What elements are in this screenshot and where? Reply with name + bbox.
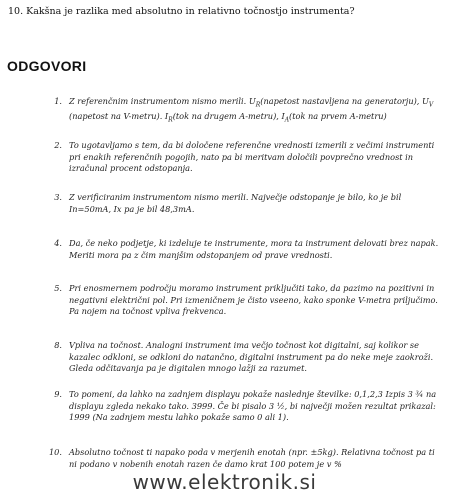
- answer-number: 3.: [54, 192, 62, 202]
- answer-text: To ugotavljamo s tem, da bi določene referenčne vrednosti izmerili z večimi instrumenti pri enakih referenčnih pogojih, nato pa bi meritvam določili povprečno vrednost in izračunal procent odstopanja.: [69, 140, 435, 173]
- answer-number: 10.: [48, 447, 62, 457]
- answer-text: Pri enosmernem področju moramo instrument priključiti tako, da pazimo na pozitivni in negativni električni pol. Pri izmeničnem je čisto vseeno, kako sponke V-metra priljučimo. Pa nojem na točnost vpliva frekvenca.: [69, 283, 438, 316]
- answers-heading: ODGOVORI: [7, 58, 87, 74]
- question-title: 10. Kakšna je razlika med absolutno in relativno točnostjo instrumenta?: [8, 6, 355, 17]
- answer-text: Da, če neko podjetje, ki izdeluje te instrumente, mora ta instrument delovati brez napak. Meriti mora pa z čim manjšim odstopanjem od prave vrednosti.: [69, 238, 439, 260]
- answer-number: 9.: [54, 389, 62, 399]
- answer-number: 4.: [54, 238, 62, 248]
- answer-text: Absolutno točnost ti napako poda v merjenih enotah (npr. ±5kg). Relativna točnost pa ti ni podano v nobenih enotah razen če damo krat 100 potem je v %: [69, 447, 435, 469]
- answer-number: 1.: [54, 96, 62, 106]
- answer-text: Z referenčnim instrumentom nismo merili. $U_R(napetost$ nastavljena na generatorju), $U_V$ (napetost na V-metru). $I_R(tok$ na drugem A-metru), $I_A(tok$ na prvem A-metru): [69, 96, 434, 124]
- watermark-text: www.elektronik.si: [132, 470, 317, 494]
- answer-number: 2.: [54, 140, 62, 150]
- answer-number: 5.: [54, 283, 62, 293]
- answer-text: Z verificiranim instrumentom nismo merili. Največje odstopanje je bilo, ko je bil In=50mA, Ix pa je bil 48,3mA.: [69, 192, 402, 214]
- answer-number: 8.: [54, 340, 62, 350]
- answer-text: To pomeni, da lahko na zadnjem displayu pokaže naslednje številke: 0,1,2,3 Izpis 3 ¾ na displayu zgleda nekako tako. 3999. Če bi pisalo 3 ½, bi največji možen rezultat prikazal: 1999 (Na zadnjem mestu lahko pokaže samo 0 ali 1).: [69, 389, 437, 422]
- answer-text: Vpliva na točnost. Analogni instrument ima večjo točnost kot digitalni, saj kolikor se kazalec odkloni, se odkloni do natančno, digitalni instrument pa do neke meje zaokroži. Gleda odčitavanja pa je digitalen mnogo lažji za razumet.: [69, 340, 434, 373]
